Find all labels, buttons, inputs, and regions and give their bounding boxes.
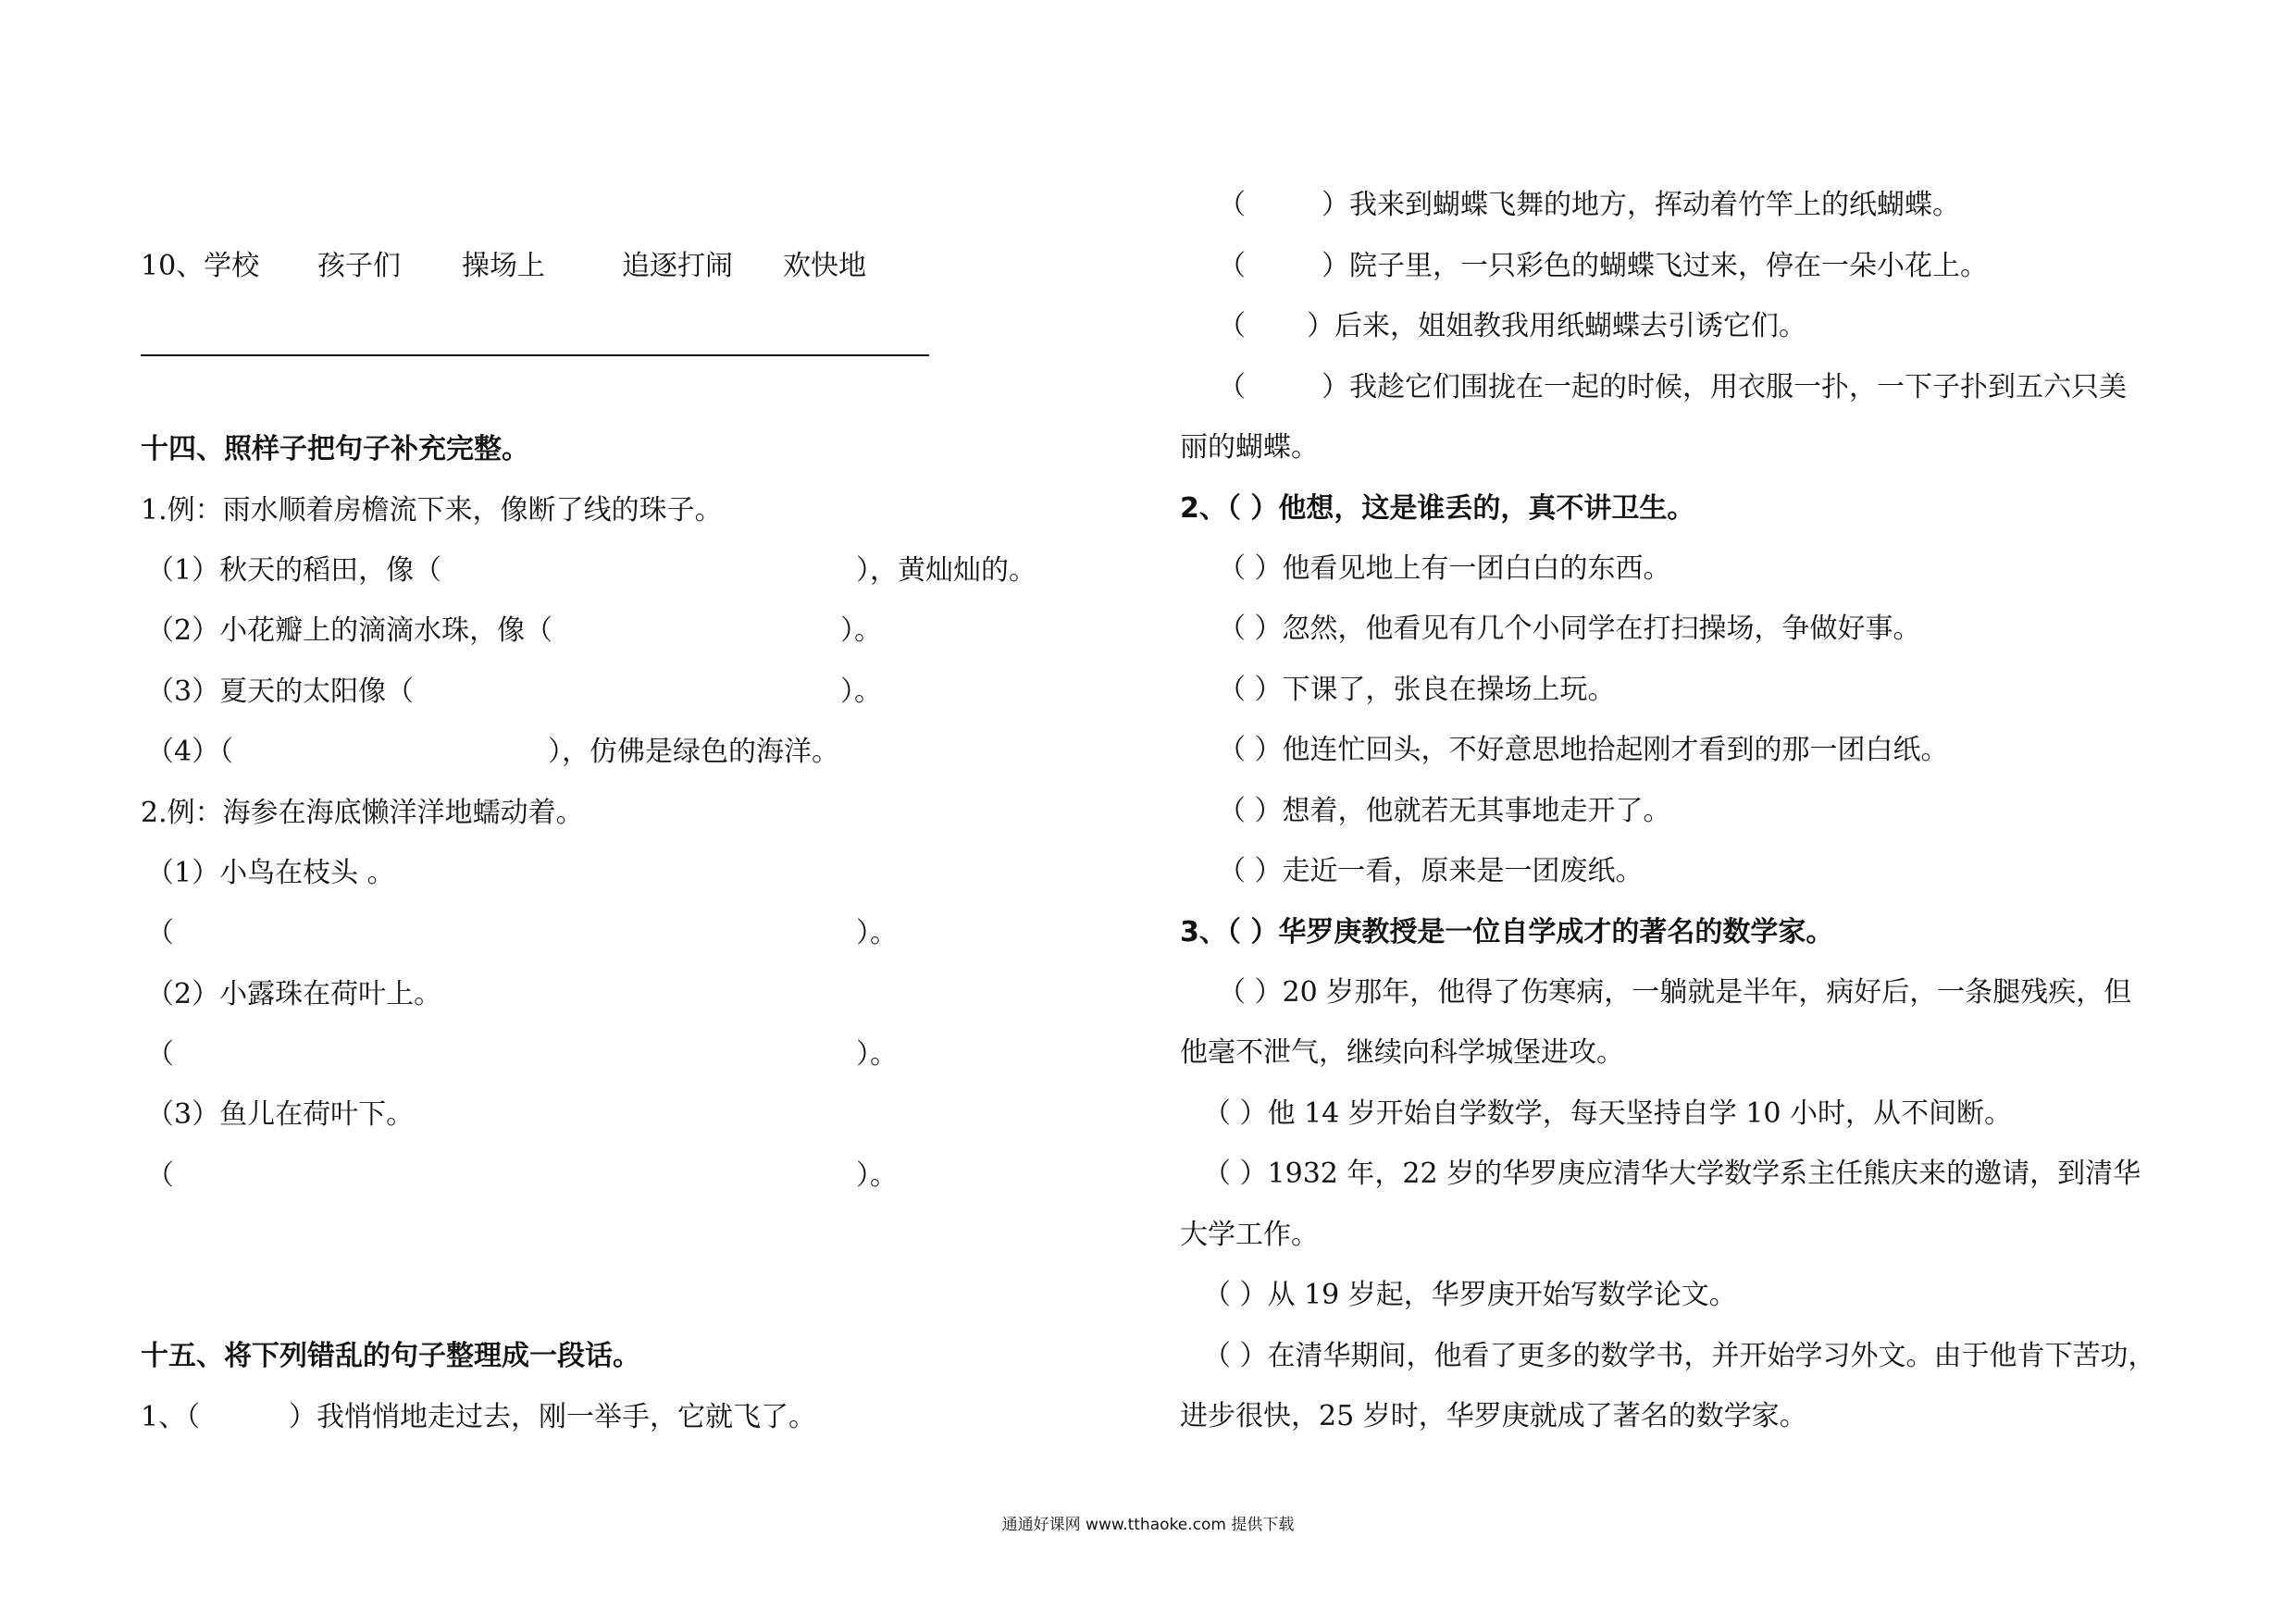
g3-head: 3、（ ）华罗庚教授是一位自学成才的著名的数学家。 bbox=[1180, 916, 1834, 948]
section-15-title: 十五、将下列错乱的句子整理成一段话。 bbox=[141, 1340, 640, 1372]
s14-item-2-a: （2）小花瓣上的滴滴水珠，像（ bbox=[146, 614, 553, 647]
g2-l1: （ ）他看见地上有一团白白的东西。 bbox=[1218, 552, 1671, 585]
g1-l4-open: （ bbox=[1218, 371, 1246, 403]
g1-l2: ）院子里，一只彩色的蝴蝶飞过来，停在一朵小花上。 bbox=[1322, 250, 1988, 282]
s14-j-1: （1）小鸟在枝头 。 bbox=[146, 857, 395, 889]
s14-item-3-b: ）。 bbox=[840, 675, 882, 708]
g1-l4: ）我趁它们围拢在一起的时候，用衣服一扑，一下子扑到五六只美 bbox=[1322, 371, 2127, 403]
s14-example-1: 1.例：雨水顺着房檐流下来，像断了线的珠子。 bbox=[141, 494, 723, 527]
s14-j-3: （3）鱼儿在荷叶下。 bbox=[146, 1098, 415, 1131]
s14-j-2-close: ）。 bbox=[856, 1038, 898, 1071]
s14-j-3-open: （ bbox=[146, 1159, 174, 1192]
s15-q1-b: ）我悄悄地走过去，刚一举手，它就飞了。 bbox=[289, 1401, 816, 1433]
g3-l3-cont: 大学工作。 bbox=[1180, 1219, 1319, 1251]
q10-number: 10、学校 bbox=[141, 250, 260, 282]
s14-item-4-b: ），仿佛是绿色的海洋。 bbox=[548, 736, 839, 768]
g2-head: 2、（ ）他想，这是谁丢的，真不讲卫生。 bbox=[1180, 492, 1695, 525]
g3-l5: （ ）在清华期间，他看了更多的数学书，并开始学习外文。由于他肯下苦功， bbox=[1203, 1340, 2156, 1372]
q10-word-2: 操场上 bbox=[462, 250, 545, 282]
s14-j-2: （2）小露珠在荷叶上。 bbox=[146, 978, 442, 1010]
g3-l3: （ ）1932 年，22 岁的华罗庚应清华大学数学系主任熊庆来的邀请，到清华 bbox=[1203, 1158, 2141, 1190]
s14-j-2-open: （ bbox=[146, 1038, 174, 1071]
q10-word-1: 孩子们 bbox=[317, 250, 401, 282]
g1-l2-open: （ bbox=[1218, 250, 1246, 282]
footer-credit: 通通好课网 www.tthaoke.com 提供下载 bbox=[1001, 1516, 1295, 1534]
g1-l4-cont: 丽的蝴蝶。 bbox=[1180, 431, 1319, 464]
s14-item-3-a: （3）夏天的太阳像（ bbox=[146, 675, 415, 708]
section-14-title: 十四、照样子把句子补充完整。 bbox=[141, 433, 529, 465]
g3-l2: （ ）他 14 岁开始自学数学，每天坚持自学 10 小时，从不间断。 bbox=[1203, 1097, 2013, 1130]
s14-example-2: 2.例：海参在海底懒洋洋地蠕动着。 bbox=[141, 797, 584, 829]
s14-j-1-open: （ bbox=[146, 917, 174, 949]
s14-item-4-a: （4）（ bbox=[146, 736, 234, 768]
g2-l6: （ ）走近一看，原来是一团废纸。 bbox=[1218, 855, 1644, 887]
g1-l3: ）后来，姐姐教我用纸蝴蝶去引诱它们。 bbox=[1307, 310, 1806, 342]
g2-l2: （ ）忽然，他看见有几个小同学在打扫操场，争做好事。 bbox=[1218, 613, 1921, 645]
g1-l1: ）我来到蝴蝶飞舞的地方，挥动着竹竿上的纸蝴蝶。 bbox=[1322, 189, 1960, 221]
g2-l3: （ ）下课了，张良在操场上玩。 bbox=[1218, 674, 1616, 706]
g2-l5: （ ）想着，他就若无其事地走开了。 bbox=[1218, 795, 1671, 827]
g3-l1-cont: 他毫不泄气，继续向科学城堡进攻。 bbox=[1180, 1036, 1624, 1069]
q10-word-4: 欢快地 bbox=[783, 250, 866, 282]
g3-l4: （ ）从 19 岁起，华罗庚开始写数学论文。 bbox=[1203, 1279, 1737, 1311]
s14-item-1-b: ），黄灿灿的。 bbox=[856, 554, 1036, 587]
g1-l3-open: （ bbox=[1218, 310, 1246, 342]
g1-l1-open: （ bbox=[1218, 189, 1246, 221]
s14-item-1-a: （1）秋天的稻田，像（ bbox=[146, 554, 442, 587]
g3-l1: （ ）20 岁那年，他得了伤寒病，一躺就是半年，病好后，一条腿残疾，但 bbox=[1218, 976, 2132, 1009]
s14-item-2-b: ）。 bbox=[840, 614, 882, 647]
s14-j-1-close: ）。 bbox=[856, 917, 898, 949]
s14-j-3-close: ）。 bbox=[856, 1159, 898, 1192]
q10-answer-line[interactable] bbox=[141, 354, 929, 356]
q10-word-3: 追逐打闹 bbox=[622, 250, 733, 282]
s15-q1-a: 1、（ bbox=[141, 1401, 201, 1433]
g2-l4: （ ）他连忙回头，不好意思地拾起刚才看到的那一团白纸。 bbox=[1218, 734, 1949, 766]
g3-l5-cont: 进步很快，25 岁时，华罗庚就成了著名的数学家。 bbox=[1180, 1400, 1807, 1432]
